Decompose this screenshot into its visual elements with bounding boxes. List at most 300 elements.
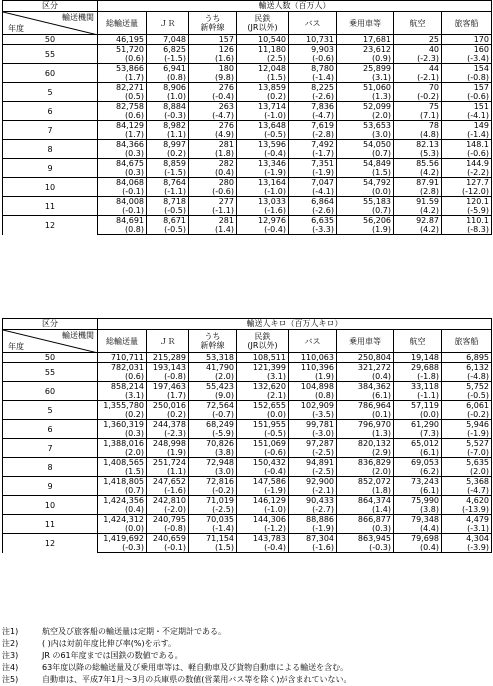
growth-cell: (-0.6): [442, 92, 492, 102]
year-cell: 60: [3, 382, 98, 401]
growth-cell: (-1.6): [237, 206, 289, 216]
value-cell: 19,148: [394, 353, 442, 363]
growth-cell: (-1.9): [442, 429, 492, 439]
footnote: [2, 626, 491, 638]
table-row: [3, 45, 492, 55]
growth-cell: (-3.9): [442, 543, 492, 553]
growth-cell: (-3.0): [289, 429, 337, 439]
growth-cell: (1.6): [189, 54, 237, 64]
value-cell: 12,048: [237, 64, 289, 74]
value-cell: 321,272: [337, 363, 394, 373]
growth-cell: (-4.1): [289, 187, 337, 197]
value-cell: 8,982: [147, 121, 189, 131]
growth-cell: (-0.6): [189, 187, 237, 197]
value-cell: 29,688: [394, 363, 442, 373]
year-cell: 11: [3, 515, 98, 534]
value-cell: 61,290: [394, 420, 442, 430]
value-cell: 79,348: [394, 515, 442, 525]
value-cell: 170: [442, 35, 492, 45]
growth-cell: (-0.8): [147, 524, 189, 534]
growth-cell: (1.5): [337, 168, 394, 178]
growth-cell: (0.8): [98, 225, 147, 235]
value-cell: 8,225: [289, 83, 337, 93]
column-header: 旅客船: [442, 12, 492, 35]
column-header: 航空: [394, 330, 442, 353]
value-cell: 104,898: [289, 382, 337, 392]
value-cell: 148.1: [442, 140, 492, 150]
value-cell: 12,976: [237, 216, 289, 226]
footnote: [2, 662, 491, 674]
value-cell: 1,388,016: [98, 439, 147, 449]
value-cell: 132,620: [237, 382, 289, 392]
growth-cell: (-1.0): [237, 111, 289, 121]
growth-cell: (3.0): [337, 130, 394, 140]
growth-cell: (2.0): [337, 467, 394, 477]
value-cell: 7,836: [289, 102, 337, 112]
value-cell: 8,671: [147, 216, 189, 226]
year-cell: 10: [3, 496, 98, 515]
growth-cell: (3.1): [237, 372, 289, 382]
year-cell: 50: [3, 35, 98, 45]
table-row: [3, 216, 492, 226]
growth-cell: (-3.1): [442, 524, 492, 534]
growth-cell: (-0.7): [189, 410, 237, 420]
value-cell: 7,351: [289, 159, 337, 169]
growth-cell: (-0.5): [442, 391, 492, 401]
value-cell: 1,419,692: [98, 534, 147, 544]
growth-cell: (-1.8): [394, 372, 442, 382]
value-cell: 281: [189, 140, 237, 150]
value-cell: 46,195: [98, 35, 147, 45]
growth-cell: (0.7): [337, 206, 394, 216]
table-row: [3, 477, 492, 487]
growth-cell: (-0.5): [237, 429, 289, 439]
growth-cell: (-1.4): [289, 73, 337, 83]
growth-cell: (0.2): [147, 149, 189, 159]
value-cell: 151,069: [237, 439, 289, 449]
table-row: [3, 197, 492, 207]
year-cell: 7: [3, 439, 98, 458]
value-cell: 1,355,780: [98, 401, 147, 411]
value-cell: 13,346: [237, 159, 289, 169]
growth-cell: (-13.9): [442, 505, 492, 515]
value-cell: 146,129: [237, 496, 289, 506]
value-cell: 90,433: [289, 496, 337, 506]
growth-cell: (4.2): [394, 168, 442, 178]
year-cell: 60: [3, 64, 98, 83]
value-cell: 384,362: [337, 382, 394, 392]
growth-cell: (-1.4): [189, 524, 237, 534]
value-cell: 240,659: [147, 534, 189, 544]
growth-cell: (-0.6): [237, 448, 289, 458]
growth-cell: (-0.3): [147, 111, 189, 121]
growth-cell: (0.0): [98, 524, 147, 534]
footnote-key: 注4): [2, 663, 19, 672]
value-cell: 70: [394, 83, 442, 93]
value-cell: 150,432: [237, 458, 289, 468]
value-cell: 82,271: [98, 83, 147, 93]
value-cell: 84,366: [98, 140, 147, 150]
value-cell: 6,941: [147, 64, 189, 74]
mode-label: 輸送機関: [62, 13, 94, 22]
value-cell: 864,374: [337, 496, 394, 506]
year-cell: 11: [3, 197, 98, 216]
value-cell: 69,053: [394, 458, 442, 468]
value-cell: 72,564: [189, 401, 237, 411]
growth-cell: (0.4): [394, 543, 442, 553]
growth-cell: (6.1): [337, 391, 394, 401]
table-row: [3, 102, 492, 112]
value-cell: 87,304: [289, 534, 337, 544]
value-cell: 1,424,356: [98, 496, 147, 506]
growth-cell: (-12.0): [442, 187, 492, 197]
value-cell: 282: [189, 159, 237, 169]
growth-cell: (-0.4): [237, 467, 289, 477]
growth-cell: (-0.5): [147, 206, 189, 216]
growth-cell: (-0.5): [147, 225, 189, 235]
value-cell: 92.87: [394, 216, 442, 226]
value-cell: 51,720: [98, 45, 147, 55]
growth-cell: (1.3): [337, 429, 394, 439]
column-header: 民鉄 (JR以外): [237, 330, 289, 353]
value-cell: 13,859: [237, 83, 289, 93]
value-cell: 108,511: [237, 353, 289, 363]
growth-cell: (-1.6): [289, 543, 337, 553]
table-row: [3, 401, 492, 411]
growth-cell: (-0.1): [147, 543, 189, 553]
growth-cell: (2.0): [337, 111, 394, 121]
value-cell: 70,826: [189, 439, 237, 449]
value-cell: 13,164: [237, 178, 289, 188]
year-cell: 6: [3, 102, 98, 121]
growth-cell: (-1.9): [289, 524, 337, 534]
column-header: ＪＲ: [147, 330, 189, 353]
growth-cell: (0.1): [337, 410, 394, 420]
value-cell: 25,899: [337, 64, 394, 74]
growth-cell: (1.5): [189, 543, 237, 553]
growth-cell: (-1.0): [237, 187, 289, 197]
value-cell: 5,635: [442, 458, 492, 468]
value-cell: 4,620: [442, 496, 492, 506]
value-cell: 281: [189, 216, 237, 226]
footnote-text: JR の61年度までは国鉄の数値である。: [42, 651, 183, 660]
year-cell: 5: [3, 83, 98, 102]
growth-cell: (-4.7): [189, 111, 237, 121]
growth-cell: (1.8): [189, 149, 237, 159]
value-cell: 151,955: [237, 420, 289, 430]
value-cell: 71,019: [189, 496, 237, 506]
value-cell: 72,948: [189, 458, 237, 468]
footnote-key: 注1): [2, 627, 19, 636]
value-cell: 13,596: [237, 140, 289, 150]
growth-cell: (-4.1): [442, 111, 492, 121]
footnote: [2, 638, 491, 650]
value-cell: 110,063: [289, 353, 337, 363]
growth-cell: (-0.4): [237, 225, 289, 235]
value-cell: 240,795: [147, 515, 189, 525]
value-cell: 54,849: [337, 159, 394, 169]
value-cell: 87.91: [394, 178, 442, 188]
table-row: [3, 121, 492, 131]
passengers-table: [2, 0, 492, 235]
value-cell: 154: [442, 64, 492, 74]
value-cell: 820,132: [337, 439, 394, 449]
value-cell: 72,816: [189, 477, 237, 487]
year-cell: 6: [3, 420, 98, 439]
growth-cell: (0.6): [98, 54, 147, 64]
value-cell: 8,859: [147, 159, 189, 169]
value-cell: 13,648: [237, 121, 289, 131]
value-cell: 8,997: [147, 140, 189, 150]
growth-cell: (1.7): [98, 130, 147, 140]
value-cell: 5,752: [442, 382, 492, 392]
footnote-text: 63年度以降の総輸送量及び乗用車等は、軽自動車及び貨物自動車による輸送を含む。: [42, 663, 349, 672]
value-cell: 127.7: [442, 178, 492, 188]
value-cell: 8,764: [147, 178, 189, 188]
growth-cell: (0.3): [337, 524, 394, 534]
column-header: 民鉄 (JR以外): [237, 12, 289, 35]
growth-cell: (6.2): [394, 467, 442, 477]
table-row: [3, 534, 492, 544]
growth-cell: (1.5): [237, 73, 289, 83]
value-cell: 250,016: [147, 401, 189, 411]
growth-cell: (-0.4): [189, 92, 237, 102]
value-cell: 4,479: [442, 515, 492, 525]
value-cell: 863,945: [337, 534, 394, 544]
value-cell: 8,884: [147, 102, 189, 112]
year-cell: 50: [3, 353, 98, 363]
corner-header: [3, 330, 98, 353]
value-cell: 85.56: [394, 159, 442, 169]
growth-cell: (9.0): [189, 391, 237, 401]
column-header: 航空: [394, 12, 442, 35]
growth-cell: (4.8): [394, 130, 442, 140]
table-row: [3, 64, 492, 74]
growth-cell: (-1.4): [442, 130, 492, 140]
value-cell: 65,012: [394, 439, 442, 449]
value-cell: 7,492: [289, 140, 337, 150]
value-cell: 244,378: [147, 420, 189, 430]
growth-cell: (0.9): [337, 54, 394, 64]
value-cell: 6,132: [442, 363, 492, 373]
year-cell: 12: [3, 534, 98, 553]
value-cell: 68,249: [189, 420, 237, 430]
value-cell: 710,711: [98, 353, 147, 363]
value-cell: 44: [394, 64, 442, 74]
value-cell: 52,099: [337, 102, 394, 112]
value-cell: 53,866: [98, 64, 147, 74]
growth-cell: (0.7): [98, 486, 147, 496]
growth-cell: (1.1): [147, 467, 189, 477]
value-cell: 152,655: [237, 401, 289, 411]
growth-cell: (-2.3): [394, 54, 442, 64]
growth-cell: (-2.6): [289, 92, 337, 102]
value-cell: 99,781: [289, 420, 337, 430]
growth-cell: (1.8): [337, 486, 394, 496]
growth-cell: (6.1): [394, 448, 442, 458]
growth-cell: (1.9): [147, 448, 189, 458]
column-header: バス: [289, 330, 337, 353]
year-cell: 9: [3, 477, 98, 496]
title-row: [3, 1, 492, 12]
value-cell: 79,698: [394, 534, 442, 544]
table-row: [3, 35, 492, 45]
value-cell: 55,423: [189, 382, 237, 392]
footnote-text: 自動車は、平成7年1月～3月の兵庫県の数値(営業用バス等を除く)が含まれていない。: [42, 675, 352, 684]
value-cell: 782,031: [98, 363, 147, 373]
growth-cell: (3.8): [394, 505, 442, 515]
growth-cell: (-1.9): [237, 486, 289, 496]
value-cell: 7,619: [289, 121, 337, 131]
value-cell: 88,886: [289, 515, 337, 525]
value-cell: 126: [189, 45, 237, 55]
growth-cell: (-0.5): [237, 130, 289, 140]
column-header: 旅客船: [442, 330, 492, 353]
growth-cell: (0.3): [98, 429, 147, 439]
value-cell: 7,048: [147, 35, 189, 45]
growth-cell: (2.0): [98, 448, 147, 458]
growth-cell: (-2.0): [147, 505, 189, 515]
column-header-row: [3, 12, 492, 35]
growth-cell: (0.2): [147, 410, 189, 420]
year-cell: 5: [3, 401, 98, 420]
growth-cell: (-3.4): [442, 54, 492, 64]
growth-cell: (1.7): [98, 73, 147, 83]
growth-cell: (-0.1): [98, 187, 147, 197]
growth-cell: (-0.4): [237, 543, 289, 553]
growth-cell: (-0.3): [98, 543, 147, 553]
growth-cell: (-0.8): [442, 73, 492, 83]
value-cell: 852,072: [337, 477, 394, 487]
growth-cell: (0.0): [337, 187, 394, 197]
growth-cell: (3.0): [189, 467, 237, 477]
value-cell: 23,612: [337, 45, 394, 55]
table-row: [3, 353, 492, 363]
value-cell: 786,964: [337, 401, 394, 411]
growth-cell: (-2.5): [189, 505, 237, 515]
value-cell: 242,810: [147, 496, 189, 506]
growth-cell: (0.3): [98, 149, 147, 159]
footnote-key: 注3): [2, 651, 19, 660]
growth-cell: (9.8): [189, 73, 237, 83]
growth-cell: (1.3): [337, 92, 394, 102]
column-header: 乗用車等: [337, 12, 394, 35]
column-header: 総輸送量: [98, 330, 147, 353]
growth-cell: (0.2): [98, 410, 147, 420]
growth-cell: (2.1): [237, 391, 289, 401]
growth-cell: (0.4): [337, 372, 394, 382]
section-label: 区分: [3, 1, 98, 12]
table-row: [3, 439, 492, 449]
growth-cell: (-1.1): [189, 206, 237, 216]
growth-cell: (-2.5): [289, 448, 337, 458]
value-cell: 97,287: [289, 439, 337, 449]
growth-cell: (0.8): [147, 73, 189, 83]
value-cell: 1,418,805: [98, 477, 147, 487]
value-cell: 82,758: [98, 102, 147, 112]
value-cell: 836,829: [337, 458, 394, 468]
growth-cell: (1.0): [147, 92, 189, 102]
value-cell: 276: [189, 83, 237, 93]
value-cell: 55,183: [337, 197, 394, 207]
growth-cell: (4.2): [394, 206, 442, 216]
growth-cell: (-4.8): [442, 372, 492, 382]
growth-cell: (-1.1): [394, 391, 442, 401]
growth-cell: (-3.3): [289, 225, 337, 235]
value-cell: 73,243: [394, 477, 442, 487]
growth-cell: (-4.7): [289, 111, 337, 121]
value-cell: 157: [442, 83, 492, 93]
column-header-row: [3, 330, 492, 353]
value-cell: 75,990: [394, 496, 442, 506]
value-cell: 250,804: [337, 353, 394, 363]
value-cell: 858,214: [98, 382, 147, 392]
growth-cell: (0.8): [289, 391, 337, 401]
column-header: うち 新幹線: [189, 330, 237, 353]
growth-cell: (0.5): [98, 92, 147, 102]
year-cell: 7: [3, 121, 98, 140]
corner-header: [3, 12, 98, 35]
growth-cell: (-5.9): [442, 206, 492, 216]
growth-cell: (-2.1): [394, 73, 442, 83]
growth-cell: (4.2): [394, 225, 442, 235]
value-cell: 54,050: [337, 140, 394, 150]
growth-cell: (-2.1): [289, 486, 337, 496]
footnotes: [2, 626, 491, 686]
value-cell: 197,463: [147, 382, 189, 392]
value-cell: 92,900: [289, 477, 337, 487]
growth-cell: (-4.7): [442, 486, 492, 496]
year-cell: 10: [3, 178, 98, 197]
table-title: 輸送人数（百万人）: [98, 1, 492, 12]
value-cell: 1,408,565: [98, 458, 147, 468]
growth-cell: (-1.5): [147, 168, 189, 178]
value-cell: 215,289: [147, 353, 189, 363]
table-row: [3, 382, 492, 392]
value-cell: 144,306: [237, 515, 289, 525]
mode-label: 輸送機関: [62, 331, 94, 340]
value-cell: 277: [189, 197, 237, 207]
column-header: 総輸送量: [98, 12, 147, 35]
value-cell: 94,891: [289, 458, 337, 468]
growth-cell: (5.3): [394, 149, 442, 159]
growth-cell: (-0.8): [147, 372, 189, 382]
growth-cell: (1.4): [337, 505, 394, 515]
value-cell: 110,396: [289, 363, 337, 373]
value-cell: 866,877: [337, 515, 394, 525]
year-cell: 8: [3, 458, 98, 477]
growth-cell: (7.1): [394, 111, 442, 121]
column-header: うち 新幹線: [189, 12, 237, 35]
footnote-key: 注2): [2, 639, 19, 648]
value-cell: 84,008: [98, 197, 147, 207]
growth-cell: (0.6): [98, 111, 147, 121]
value-cell: 8,780: [289, 64, 337, 74]
growth-cell: (-1.9): [237, 168, 289, 178]
value-cell: 149: [442, 121, 492, 131]
value-cell: 9,903: [289, 45, 337, 55]
value-cell: 6,635: [289, 216, 337, 226]
value-cell: 102,909: [289, 401, 337, 411]
growth-cell: (-5.9): [189, 429, 237, 439]
column-header: ＪＲ: [147, 12, 189, 35]
value-cell: 84,129: [98, 121, 147, 131]
growth-cell: (4.4): [394, 524, 442, 534]
value-cell: 151: [442, 102, 492, 112]
growth-cell: (-2.2): [442, 168, 492, 178]
value-cell: 7,047: [289, 178, 337, 188]
value-cell: 5,946: [442, 420, 492, 430]
